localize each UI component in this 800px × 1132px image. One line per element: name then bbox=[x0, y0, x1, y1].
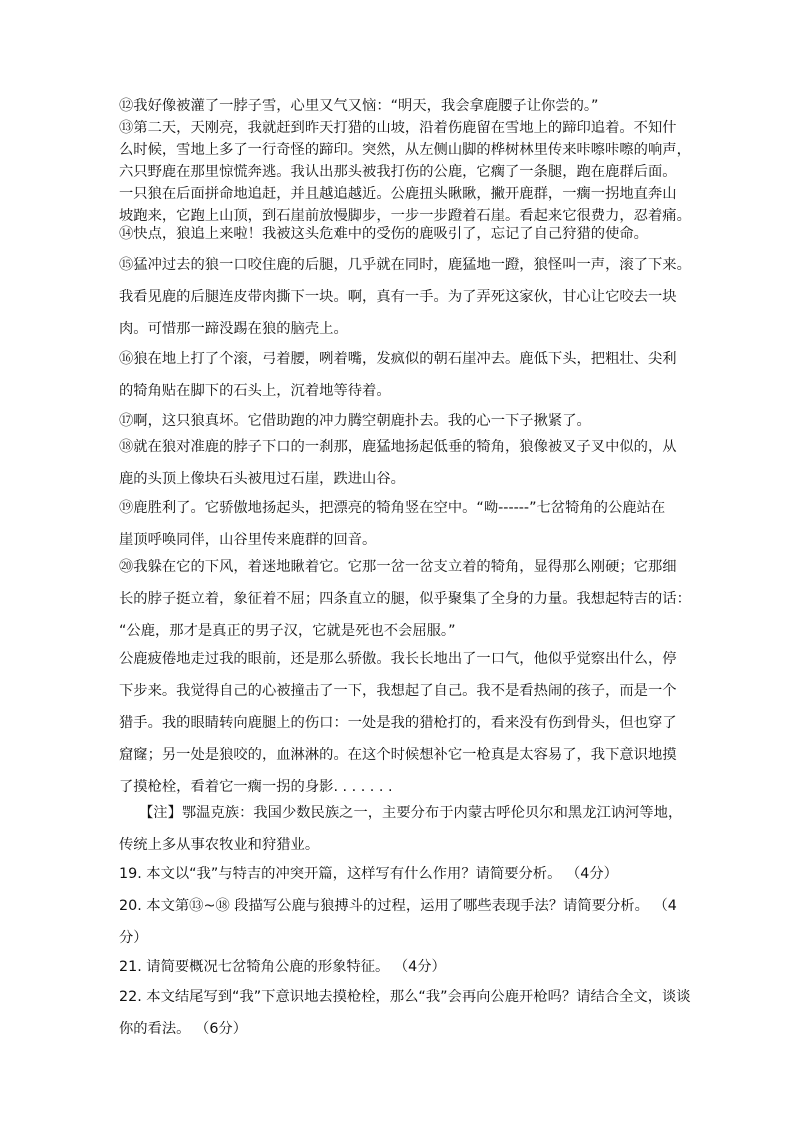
text-line: 22. 本文结尾写到“我”下意识地去摸枪栓，那么“我”会再向公鹿开枪吗？请结合全文，谈谈 bbox=[119, 989, 691, 1005]
text-line: ⑬第二天，天刚亮，我就赶到昨天打猎的山坡，沿着伤鹿留在雪地上的蹄印追着。不知什 bbox=[119, 120, 677, 136]
text-line: ⑳我躲在它的下风，着迷地瞅着它。它那一岔一岔支立着的犄角，显得那么刚硬；它那细 bbox=[119, 559, 677, 575]
paragraph-16 bbox=[119, 343, 685, 407]
paragraph-20 bbox=[119, 551, 691, 647]
text-line: 么时候，雪地上多了一行奇怪的蹄印。突然，从左侧山脚的桦树林里传来咔嚓咔嚓的响声， bbox=[119, 142, 691, 158]
text-line: 长的脖子挺立着，象征着不屈；四条直立的腿，似乎聚集了全身的力量。我想起特吉的话： bbox=[119, 591, 691, 607]
paragraph-21 bbox=[119, 643, 685, 803]
question-21 bbox=[119, 951, 685, 983]
text-line: 19. 本文以“我”与特吉的冲突开篇，这样写有什么作用？请简要分析。 （4分） bbox=[119, 866, 618, 882]
text-line: 肉。可惜那一蹄没踢在狼的脑壳上。 bbox=[119, 321, 348, 337]
text-line: 的犄角贴在脚下的石头上，沉着地等待着。 bbox=[119, 383, 391, 399]
text-line: 六只野鹿在那里惊慌奔逃。我认出那头被我打伤的公鹿，它瘸了一条腿，跑在鹿群后面。 bbox=[119, 164, 677, 180]
text-line: 传统上多从事农牧业和狩猎业。 bbox=[119, 837, 320, 853]
text-line: 了摸枪栓，看着它一瘸一拐的身影. . . . . . . bbox=[119, 779, 393, 795]
text-line: ⑰啊，这只狼真坏。它借助跑的冲力腾空朝鹿扑去。我的心一下子揪紧了。 bbox=[119, 413, 591, 429]
text-line: 我看见鹿的后腿连皮带肉撕下一块。啊，真有一手。为了弄死这家伙，甘心让它咬去一块 bbox=[119, 289, 677, 305]
question-20 bbox=[119, 890, 685, 954]
text-line: ⑫我好像被灌了一脖子雪，心里又气又恼：“明天，我会拿鹿腰子让你尝的。” bbox=[119, 98, 599, 114]
paragraph-18 bbox=[119, 431, 685, 495]
text-line: 坡跑来，它跑上山顶，到石崖前放慢脚步，一步一步蹬着石崖。看起来它很费力，忍着痛。 bbox=[119, 208, 691, 224]
paragraph-14 bbox=[119, 223, 685, 245]
text-line: 窟窿；另一处是狼咬的，血淋淋的。在这个时候想补它一枪真是太容易了，我下意识地摸 bbox=[119, 747, 677, 763]
text-line: “公鹿，那才是真正的男子汉，它就是死也不会屈服。” bbox=[119, 623, 456, 639]
text-line: 下步来。我觉得自己的心被撞击了一下，我想起了自己。我不是看热闹的孩子，而是一个 bbox=[119, 683, 677, 699]
text-line: ⑲鹿胜利了。它骄傲地扬起头，把漂亮的犄角竖在空中。“呦------”七岔犄角的公鹿站在 bbox=[119, 500, 666, 516]
text-line: 公鹿疲倦地走过我的眼前，还是那么骄傲。我长长地出了一口气，他似乎觉察出什么，停 bbox=[119, 651, 677, 667]
paragraph-13 bbox=[119, 117, 691, 227]
paragraph-12 bbox=[119, 95, 685, 117]
text-line: 分） bbox=[119, 930, 148, 946]
text-line: 20. 本文第⑬~⑱ 段描写公鹿与狼搏斗的过程，运用了哪些表现手法？请简要分析。 （4 bbox=[119, 898, 677, 914]
text-line: 21. 请简要概况七岔犄角公鹿的形象特征。 （4分） bbox=[119, 959, 446, 975]
text-line: 【注】鄂温克族：我国少数民族之一，主要分布于内蒙古呼伦贝尔和黑龙江讷河等地， bbox=[139, 805, 683, 821]
text-line: ⑱就在狼对准鹿的脖子下口的一刹那，鹿猛地扬起低垂的犄角，狼像被叉子叉中似的，从 bbox=[119, 439, 677, 455]
text-line: 你的看法。 （6分） bbox=[119, 1021, 248, 1037]
paragraph-15 bbox=[119, 249, 691, 345]
question-22 bbox=[119, 981, 691, 1045]
text-line: ⑯狼在地上打了个滚，弓着腰，咧着嘴，发疯似的朝石崖冲去。鹿低下头，把粗壮、尖利 bbox=[119, 351, 677, 367]
text-line: 猎手。我的眼睛转向鹿腿上的伤口：一处是我的猎枪打的，看来没有伤到骨头，但也穿了 bbox=[119, 715, 677, 731]
text-line: ⑮猛冲过去的狼一口咬住鹿的后腿，几乎就在同时，鹿猛地一蹬，狼怪叫一声，滚了下来。 bbox=[119, 257, 691, 273]
text-line: 崖顶呼唤同伴，山谷里传来鹿群的回音。 bbox=[119, 532, 377, 548]
text-line: 鹿的头顶上像块石头被甩过石崖，跌进山谷。 bbox=[119, 471, 405, 487]
paragraph-19 bbox=[119, 492, 685, 556]
text-line: 一只狼在后面拼命地追赶，并且越追越近。公鹿扭头瞅瞅，撇开鹿群，一瘸一拐地直奔山 bbox=[119, 186, 677, 202]
text-line: ⑭快点，狼追上来啦！我被这头危难中的受伤的鹿吸引了，忘记了自己狩猎的使命。 bbox=[119, 226, 648, 242]
annotation-note bbox=[119, 797, 685, 861]
question-19 bbox=[119, 858, 685, 890]
